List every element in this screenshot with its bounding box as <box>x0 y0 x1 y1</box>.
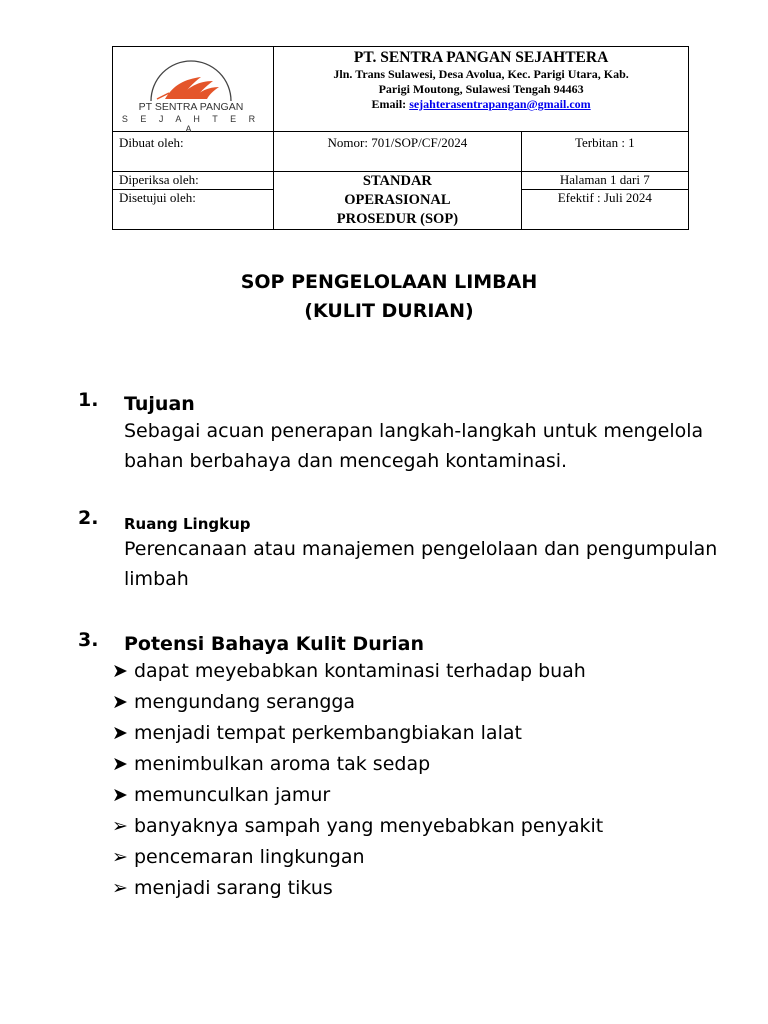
nomor-cell: Nomor: 701/SOP/CF/2024 <box>274 132 521 172</box>
list-item: ➢ banyaknya sampah yang menyebabkan penyakit <box>112 811 603 842</box>
arrow-bullet-icon: ➤ <box>112 691 128 713</box>
section-body <box>124 416 704 476</box>
list-item: ➤ mengundang serangga <box>112 687 603 718</box>
title-line-2: (KULIT DURIAN) <box>304 300 474 322</box>
email-link[interactable]: sejahterasentrapangan@gmail.com <box>409 97 591 111</box>
sop-title-cell <box>274 172 521 230</box>
section-heading: Tujuan <box>124 393 195 415</box>
list-item: ➤ menjadi tempat perkembangbiakan lalat <box>112 718 603 749</box>
bullet-list <box>112 656 603 904</box>
list-item: ➤ dapat meyebabkan kontaminasi terhadap buah <box>112 656 603 687</box>
document-header-table <box>112 46 689 230</box>
list-item: ➤ menimbulkan aroma tak sedap <box>112 749 603 780</box>
section-heading: Ruang Lingkup <box>124 515 251 533</box>
halaman-cell: Halaman 1 dari 7 <box>521 172 688 190</box>
sop-title-line-2: OPERASIONAL <box>344 192 451 208</box>
diperiksa-oleh-cell: Diperiksa oleh: <box>113 172 274 190</box>
title-line-1: SOP PENGELOLAAN LIMBAH <box>240 271 538 293</box>
dibuat-oleh-cell: Dibuat oleh: <box>113 132 274 172</box>
arrow-bullet-icon: ➢ <box>112 846 128 868</box>
body-line-1: Sebagai acuan penerapan langkah-langkah untuk mengelola <box>124 420 704 442</box>
arrow-bullet-icon: ➤ <box>112 753 128 775</box>
arrow-bullet-icon: ➢ <box>112 877 128 899</box>
body-line-2: bahan berbahaya dan mencegah kontaminasi. <box>124 450 568 472</box>
sop-title-line-3: PROSEDUR (SOP) <box>336 211 459 227</box>
section-number: 2. <box>78 507 99 529</box>
list-item: ➤ memunculkan jamur <box>112 780 603 811</box>
logo-line-2: S E J A H T E R A <box>121 114 261 134</box>
logo-line-1: PT SENTRA PANGAN <box>138 101 244 113</box>
address-line-2: Parigi Moutong, Sulawesi Tengah 94463 <box>378 82 584 96</box>
arrow-bullet-icon: ➢ <box>112 815 128 837</box>
list-item: ➢ pencemaran lingkungan <box>112 842 603 873</box>
arrow-bullet-icon: ➤ <box>112 784 128 806</box>
section-number: 3. <box>78 629 99 651</box>
list-item: ➢ menjadi sarang tikus <box>112 873 603 904</box>
email-line <box>280 97 682 112</box>
efektif-cell: Efektif : Juli 2024 <box>521 190 688 230</box>
disetujui-oleh-cell: Disetujui oleh: <box>113 190 274 230</box>
section-body <box>124 534 764 594</box>
email-label: Email: <box>371 97 410 111</box>
section-heading: Potensi Bahaya Kulit Durian <box>124 633 424 655</box>
body-line-1: Perencanaan atau manajemen pengelolaan dan pengumpulan <box>124 538 718 560</box>
address-line-1: Jln. Trans Sulawesi, Desa Avolua, Kec. Parigi Utara, Kab. <box>333 67 629 81</box>
company-info-cell <box>274 47 689 132</box>
logo-cell <box>113 47 274 132</box>
company-name: PT. SENTRA PANGAN SEJAHTERA <box>353 49 609 66</box>
arrow-bullet-icon: ➤ <box>112 722 128 744</box>
arrow-bullet-icon: ➤ <box>112 660 128 682</box>
section-number: 1. <box>78 389 99 411</box>
terbitan-cell: Terbitan : 1 <box>521 132 688 172</box>
sop-title-line-1: STANDAR <box>362 173 432 189</box>
document-title <box>0 268 768 326</box>
body-line-2: limbah <box>124 568 189 590</box>
